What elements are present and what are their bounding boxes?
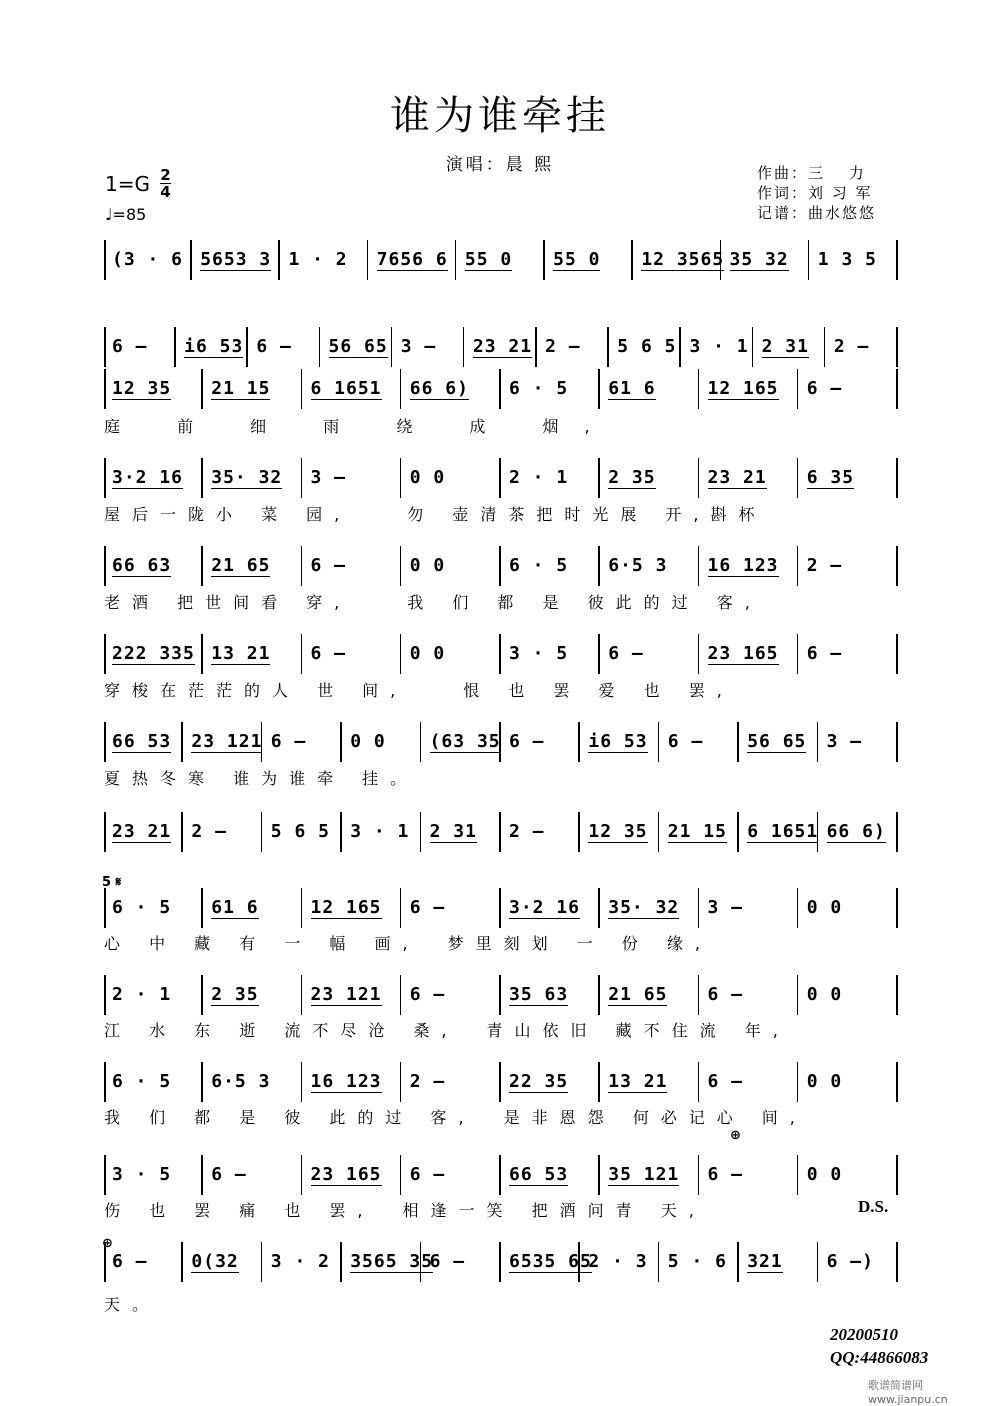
composer: 作曲：三 力 xyxy=(757,164,866,182)
measure: 6 – xyxy=(112,1251,148,1272)
measure: 35· 32 xyxy=(608,897,680,918)
measure: 0 0 xyxy=(409,643,446,664)
measure: 23 21 xyxy=(112,821,172,842)
measure: 6 – xyxy=(211,1164,247,1185)
measure: 23 121 xyxy=(310,984,382,1005)
measure: 0 0 xyxy=(806,984,843,1005)
notation-row xyxy=(104,1155,898,1195)
measure: 5653 3 xyxy=(200,249,272,270)
measure: 6 – xyxy=(707,1164,744,1185)
measure: 61 6 xyxy=(608,378,656,399)
measure: 12 35 xyxy=(588,821,648,842)
measure: i6 53 xyxy=(588,731,648,752)
notation-row xyxy=(104,722,898,762)
measure: 1 · 2 xyxy=(288,249,348,270)
measure: 2 – xyxy=(409,1071,446,1092)
coda-icon: ⊕ xyxy=(730,1128,741,1143)
measure: 23 165 xyxy=(707,643,779,664)
measure: 3·2 16 xyxy=(509,897,581,918)
measure: 6 – xyxy=(608,643,644,664)
time-bottom: 4 xyxy=(160,183,171,201)
page-title: 谁为谁牵挂 xyxy=(390,93,610,139)
lyric-line: 江 水 东 逝 流不尽沧 桑, 青山依旧 藏不住流 年, xyxy=(104,1021,790,1040)
measure: 0 0 xyxy=(806,1164,843,1185)
measure: 6 – xyxy=(409,1164,446,1185)
notation-row xyxy=(104,812,898,852)
measure: 7656 6 xyxy=(376,249,448,270)
measure: 23 21 xyxy=(472,336,533,357)
notation-row xyxy=(104,634,898,674)
measure: 2 · 1 xyxy=(509,467,569,488)
measure: 12 165 xyxy=(310,897,382,918)
measure: 6 – xyxy=(806,378,843,399)
measure: 3 · 1 xyxy=(689,336,749,357)
measure: 6 – xyxy=(509,731,545,752)
coda-icon: ⊕ xyxy=(102,1236,113,1251)
measure: 0 0 xyxy=(806,1071,843,1092)
time-signature xyxy=(160,168,171,199)
measure: 6 · 5 xyxy=(112,897,172,918)
measure: 2 35 xyxy=(608,467,656,488)
measure: 2 31 xyxy=(761,336,809,357)
measure: 6 35 xyxy=(806,467,855,488)
measure: 6 – xyxy=(667,731,704,752)
lyric-line: 我 们 都 是 彼 此的过 客, 是非恩怨 何必记心 间, xyxy=(104,1108,807,1127)
measure: 3 – xyxy=(400,336,437,357)
measure: 66 53 xyxy=(509,1164,569,1185)
measure: 2 – xyxy=(833,336,870,357)
measure: 6 – xyxy=(429,1251,466,1272)
measure: 0 0 xyxy=(350,731,386,752)
measure: 22 35 xyxy=(509,1071,569,1092)
measure: 5 6 5 xyxy=(617,336,677,357)
measure: 0(32 xyxy=(191,1251,239,1272)
notation-row xyxy=(104,1242,898,1282)
measure: 3 – xyxy=(310,467,347,488)
measure: 23 121 xyxy=(191,731,263,752)
measure: 6 – xyxy=(707,984,744,1005)
measure: 6 · 5 xyxy=(112,1071,172,1092)
date: 20200510 xyxy=(830,1325,898,1344)
measure: 3 · 2 xyxy=(270,1251,330,1272)
time-top: 2 xyxy=(160,166,171,184)
measure: 12 3565 xyxy=(641,249,725,270)
measure: 13 21 xyxy=(211,643,271,664)
measure: 3 – xyxy=(826,731,863,752)
measure: 5 · 6 xyxy=(667,1251,727,1272)
measure: 2 – xyxy=(191,821,227,842)
measure: 35 63 xyxy=(509,984,569,1005)
measure: 21 15 xyxy=(667,821,727,842)
measure: 3 · 1 xyxy=(350,821,410,842)
measure: 6 – xyxy=(270,731,307,752)
measure: 35 32 xyxy=(729,249,789,270)
measure: 21 65 xyxy=(211,555,271,576)
measure: 16 123 xyxy=(707,555,779,576)
measure: 55 0 xyxy=(553,249,601,270)
measure: 35 121 xyxy=(608,1164,680,1185)
measure: 61 6 xyxy=(211,897,259,918)
measure: 66 63 xyxy=(112,555,172,576)
measure: 2 – xyxy=(509,821,545,842)
measure: 12 165 xyxy=(707,378,779,399)
measure: 6 – xyxy=(256,336,292,357)
measure: 13 21 xyxy=(608,1071,668,1092)
measure: 3 – xyxy=(707,897,744,918)
measure: 2 35 xyxy=(211,984,259,1005)
measure: 21 15 xyxy=(211,378,271,399)
measure: 23 165 xyxy=(310,1164,382,1185)
lyric-line: 庭 前 细 雨 绕 成 烟, xyxy=(104,417,616,436)
measure: 0 0 xyxy=(409,555,446,576)
measure: 0 0 xyxy=(806,897,843,918)
singer: 演唱：晨 熙 xyxy=(445,155,555,175)
watermark: 歌谱简谱网 www.jianpu.cn xyxy=(868,1379,948,1406)
measure: 3 · 5 xyxy=(509,643,569,664)
measure: 0 0 xyxy=(409,467,446,488)
transcriber: 记谱：曲水悠悠 xyxy=(757,204,877,222)
lyric-line: 老酒 把世间看 穿, 我 们 都 是 彼此的过 客, xyxy=(104,593,762,612)
measure: 6 – xyxy=(409,897,446,918)
measure: 6 1651 xyxy=(747,821,819,842)
measure: 6·5 3 xyxy=(211,1071,271,1092)
lyric-line: 夏热冬寒 谁为谁牵 挂。 xyxy=(104,769,419,788)
measure: i6 53 xyxy=(184,336,244,357)
notation-row xyxy=(104,327,898,367)
measure: (3 · 6 xyxy=(112,249,184,270)
measure: 56 65 xyxy=(328,336,388,357)
measure: 66 6) xyxy=(409,378,469,399)
segno-icon: 5 𝄋 xyxy=(102,875,122,890)
lyric-line: 屋后一陇小 菜 园, 勿 壶清茶把时光展 开,斟杯 xyxy=(104,505,767,524)
measure: 5 6 5 xyxy=(270,821,330,842)
notation-row xyxy=(104,369,898,409)
measure: 3·2 16 xyxy=(112,467,184,488)
lyric-line: 心 中 藏 有 一 幅 画, 梦里刻划 一 份 缘, xyxy=(104,934,712,953)
measure: 66 6) xyxy=(826,821,886,842)
measure: 2 · 1 xyxy=(112,984,172,1005)
measure: 6 – xyxy=(310,643,347,664)
measure: 1 3 5 xyxy=(817,249,877,270)
measure: 35· 32 xyxy=(211,467,283,488)
measure: 23 21 xyxy=(707,467,767,488)
measure: 6 – xyxy=(707,1071,744,1092)
measure: 6 – xyxy=(806,643,843,664)
measure: 55 0 xyxy=(464,249,513,270)
notation-row xyxy=(104,975,898,1015)
measure: 2 31 xyxy=(429,821,477,842)
tempo: ♩=85 xyxy=(105,205,147,224)
measure: 2 – xyxy=(545,336,581,357)
measure: 222 335 xyxy=(112,643,195,664)
measure: 321 xyxy=(747,1251,783,1272)
credits xyxy=(757,163,876,223)
measure: 6 – xyxy=(310,555,347,576)
lyric-line: 天。 xyxy=(104,1295,161,1314)
measure: 6 – xyxy=(409,984,446,1005)
measure: (63 35 xyxy=(429,731,501,752)
measure: 2 – xyxy=(806,555,843,576)
key-label: 1=G xyxy=(105,171,150,196)
measure: 3565 35 xyxy=(350,1251,434,1272)
measure: 12 35 xyxy=(112,378,172,399)
lyricist: 作词：刘 习 军 xyxy=(757,184,873,202)
lyric-line: 穿梭在茫茫的人 世 间, 恨 也 罢 爱 也 罢, xyxy=(104,681,734,700)
ds-marking: D.S. xyxy=(858,1197,889,1216)
measure: 6 · 5 xyxy=(509,378,569,399)
measure: 16 123 xyxy=(310,1071,382,1092)
measure: 21 65 xyxy=(608,984,668,1005)
notation-row xyxy=(104,1062,898,1102)
measure: 6·5 3 xyxy=(608,555,668,576)
measure: 6 –) xyxy=(826,1251,874,1272)
notation-row xyxy=(104,888,898,928)
notation-row xyxy=(104,458,898,498)
measure: 56 65 xyxy=(747,731,807,752)
measure: 6 1651 xyxy=(310,378,382,399)
measure: 6 – xyxy=(112,336,148,357)
measure: 2 · 3 xyxy=(588,1251,648,1272)
measure: 66 53 xyxy=(112,731,172,752)
lyric-line: 伤 也 罢 痛 也 罢, 相逢一笑 把酒问青 天, xyxy=(104,1201,706,1220)
measure: 6 · 5 xyxy=(509,555,569,576)
key-signature xyxy=(105,168,171,199)
notation-row xyxy=(104,240,898,280)
measure: 6535 65 xyxy=(509,1251,592,1272)
notation-row xyxy=(104,546,898,586)
qq-contact: QQ:44866083 xyxy=(830,1348,929,1367)
measure: 3 · 5 xyxy=(112,1164,172,1185)
